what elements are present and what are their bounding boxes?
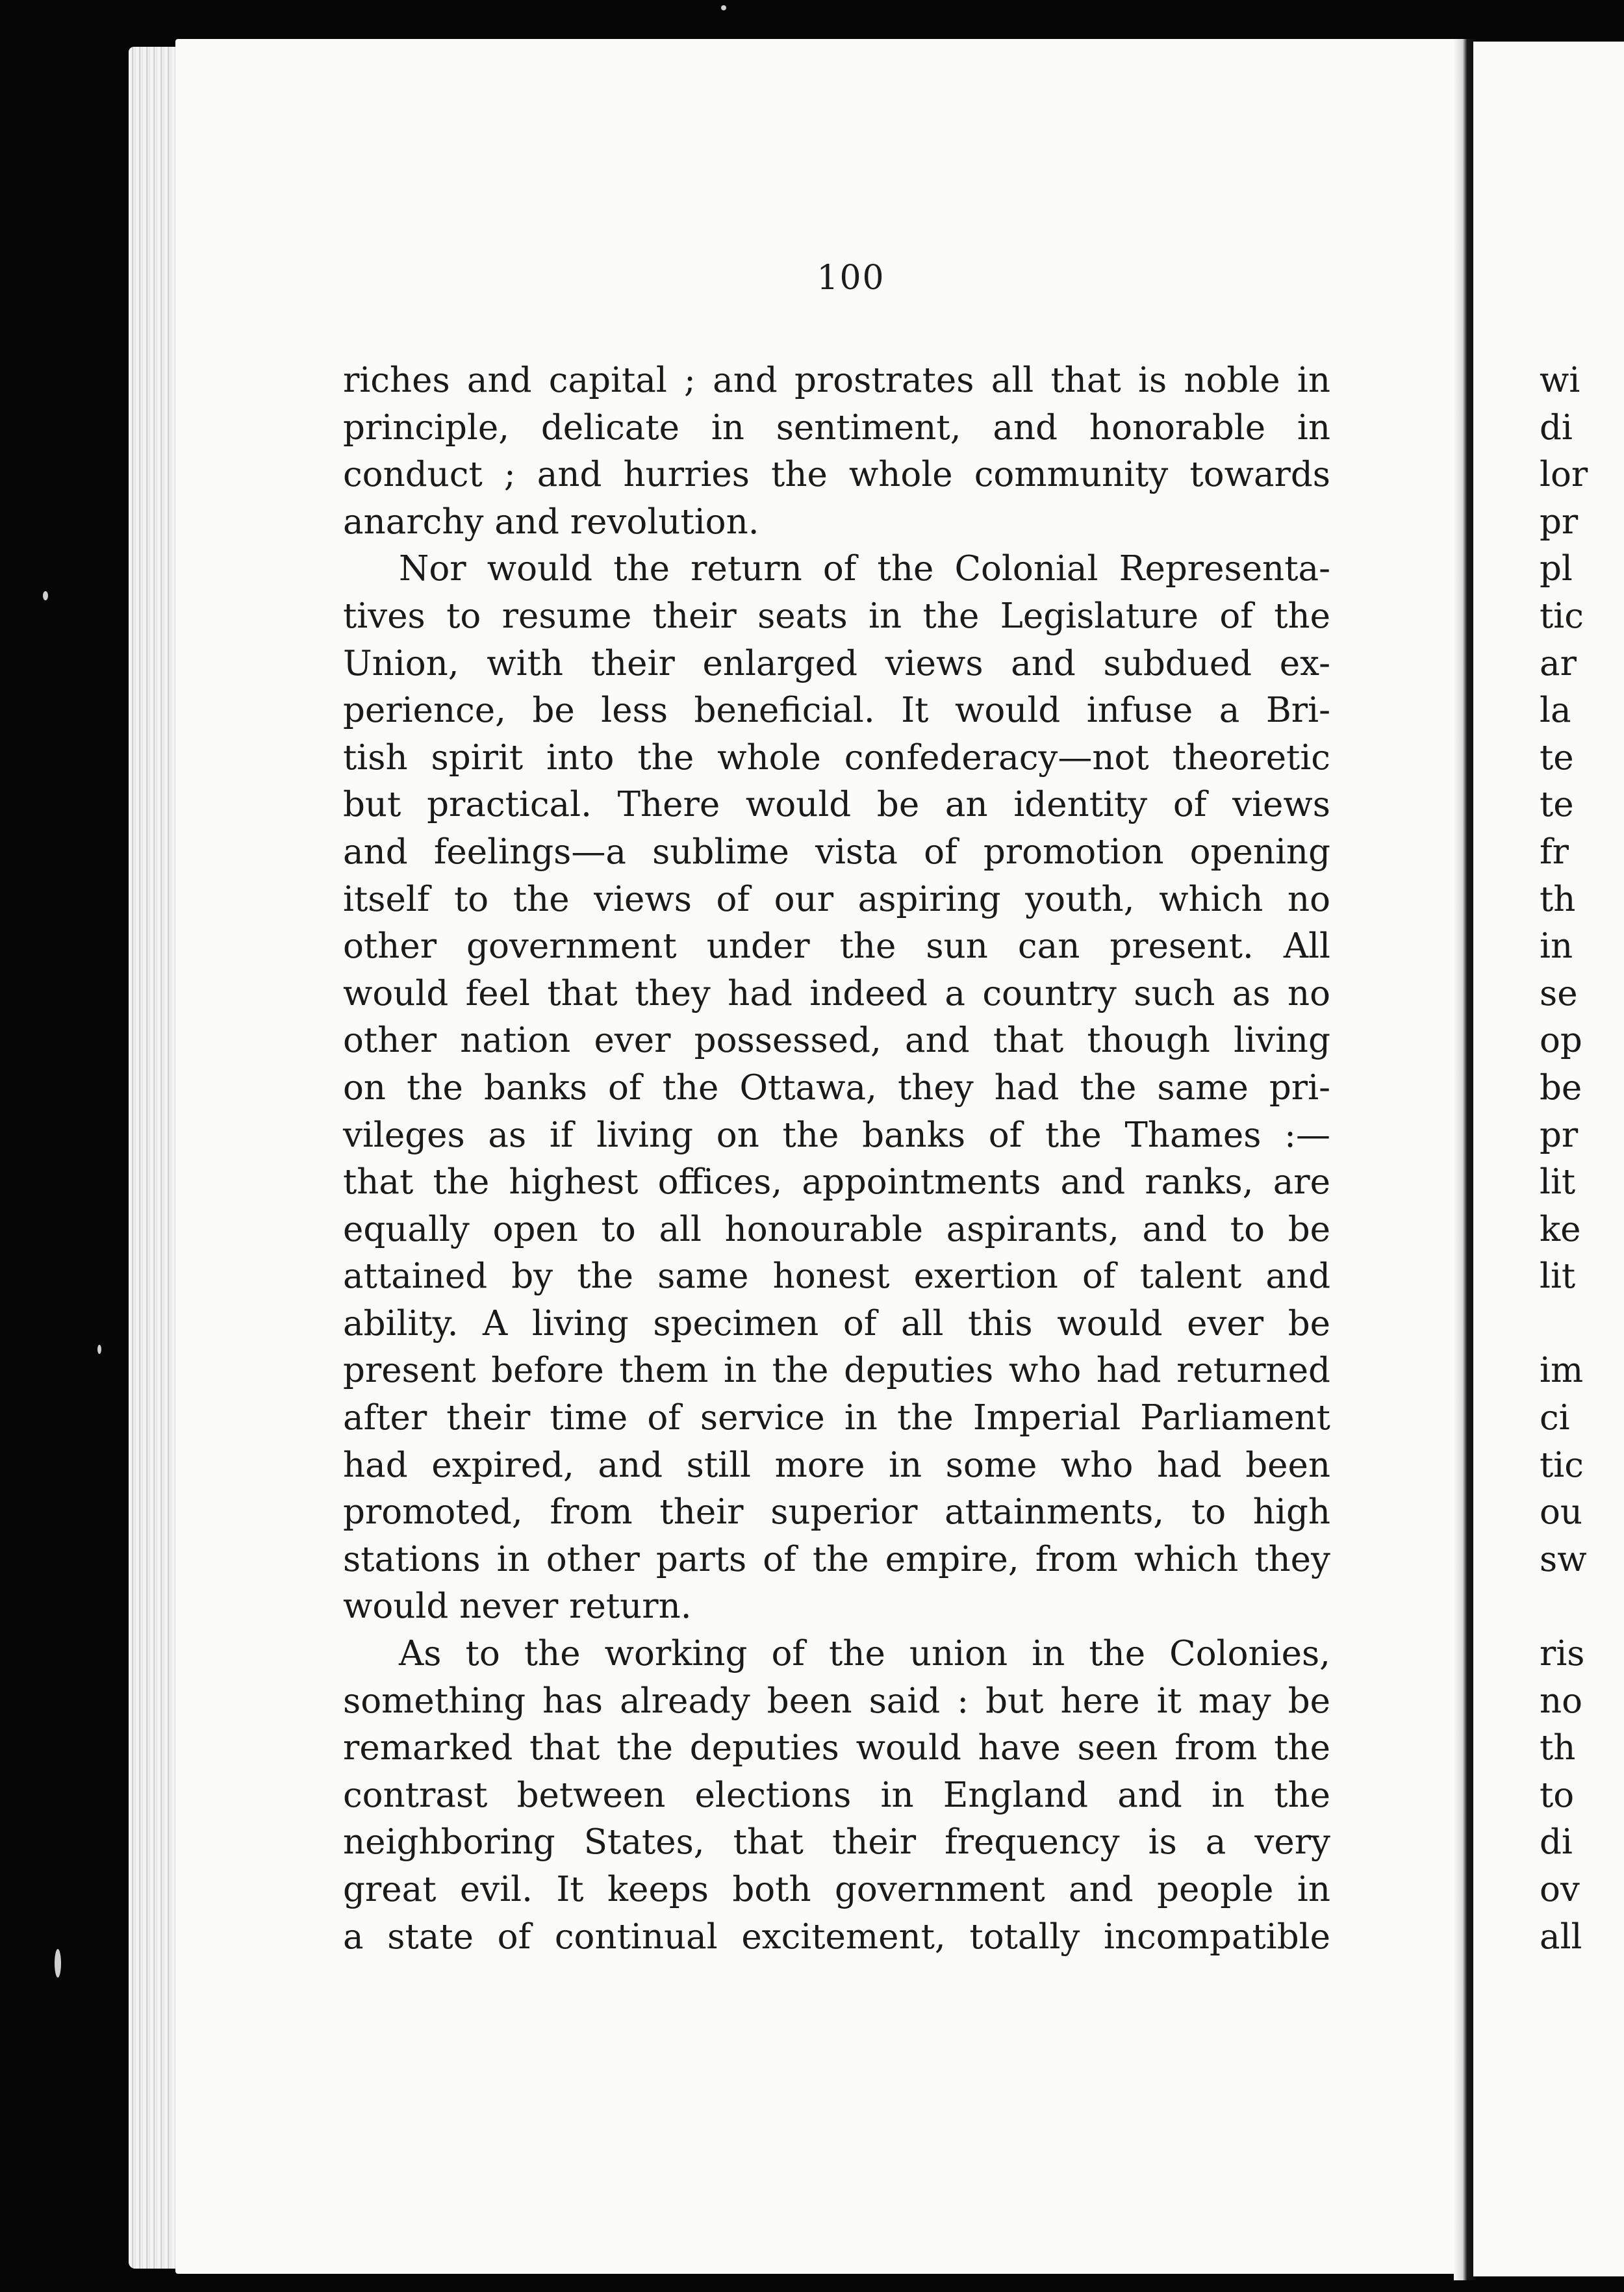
text-line: ability. A living specimen of all this would ever be [343,1303,1330,1343]
facing-text-fragment: di [1540,1822,1573,1863]
facing-text-fragment: lit [1540,1256,1576,1297]
facing-text-fragment: di [1540,407,1573,448]
text-line: other nation ever possessed, and that though living [343,1021,1330,1061]
text-line: conduct ; and hurries the whole community towards [343,455,1330,495]
facing-text-fragment [1540,1583,1624,1631]
facing-text-fragment: te [1540,737,1574,778]
dust-speck [721,5,726,10]
facing-text-fragment: op [1540,1021,1582,1061]
text-line: remarked that the deputies would have seen from the [343,1728,1330,1768]
text-line: Union, with their enlarged views and subdued ex- [343,643,1330,683]
text-line: stations in other parts of the empire, from which they [343,1539,1330,1579]
text-line: tives to resume their seats in the Legislature of the [343,596,1330,636]
facing-text-fragment: th [1540,879,1576,919]
body-text [343,357,1330,1961]
text-line: tish spirit into the whole confederacy—not theoretic [343,737,1330,778]
text-line: riches and capital ; and prostrates all that is noble in [343,361,1330,400]
facing-text-fragment: tic [1540,596,1584,636]
text-line: neighboring States, that their frequency is a very [343,1822,1330,1863]
text-line: contrast between elections in England and in the [343,1775,1330,1815]
facing-text-fragment: in [1540,926,1573,967]
page-number: 100 [817,259,885,298]
facing-text-fragment: lit [1540,1162,1576,1203]
facing-text-fragment: pl [1540,549,1573,589]
dust-speck [97,1345,101,1354]
text-line: had expired, and still more in some who had been [343,1445,1330,1485]
text-line: would never return. [343,1586,692,1627]
facing-text-fragment: no [1540,1681,1583,1721]
text-line: would feel that they had indeed a country such as no [343,973,1330,1013]
facing-text-fragment: pr [1540,502,1579,542]
text-line: As to the working of the union in the Colonies, [399,1634,1330,1674]
facing-text-fragment: pr [1540,1115,1579,1155]
dust-speck [43,591,48,600]
text-line: itself to the views of our aspiring youth, which no [343,879,1330,919]
facing-text-fragment: sw [1540,1539,1587,1579]
text-line: after their time of service in the Imperial Parliament [343,1398,1330,1438]
text-line: something has already been said : but here it may be [343,1681,1330,1721]
text-line: principle, delicate in sentiment, and honorable in [343,407,1330,448]
facing-text-fragment: wi [1540,361,1580,400]
facing-text-fragment: la [1540,691,1571,731]
text-line: and feelings—a sublime vista of promotion opening [343,832,1330,872]
text-line: promoted, from their superior attainments, to high [343,1492,1330,1533]
facing-text-fragment: te [1540,785,1574,825]
facing-text-fragment: to [1540,1775,1575,1815]
facing-text-fragment: all [1540,1916,1582,1957]
facing-text-fragment: ov [1540,1870,1580,1909]
dust-speck [55,1949,61,1978]
text-line: other government under the sun can present. All [343,926,1330,967]
facing-text-fragment: ar [1540,643,1577,683]
facing-text-fragment: ou [1540,1492,1583,1533]
facing-text-fragment: tic [1540,1445,1584,1485]
text-line: vileges as if living on the banks of the Thames :— [343,1115,1330,1155]
facing-text-fragment: ci [1540,1398,1570,1438]
text-line: anarchy and revolution. [343,502,759,542]
facing-text-fragment: ke [1540,1209,1581,1249]
text-line: present before them in the deputies who had returned [343,1351,1330,1391]
book-gutter [1454,39,1476,2280]
facing-text-fragment: fr [1540,832,1569,872]
facing-text-fragment: lor [1540,455,1588,495]
text-line: but practical. There would be an identity of views [343,785,1330,825]
text-line: that the highest offices, appointments and ranks, are [343,1162,1330,1203]
facing-text-fragment: im [1540,1351,1584,1391]
facing-text-fragment: be [1540,1067,1582,1108]
text-line: equally open to all honourable aspirants, and to be [343,1209,1330,1249]
facing-text-fragment: th [1540,1728,1576,1768]
facing-text-fragment [1540,1301,1624,1348]
facing-text-fragment: ris [1540,1634,1585,1674]
facing-page-text [1540,357,1624,1961]
text-line: Nor would the return of the Colonial Representa- [399,549,1330,589]
text-line: attained by the same honest exertion of talent and [343,1256,1330,1297]
text-line: great evil. It keeps both government and people in [343,1870,1330,1909]
text-line: on the banks of the Ottawa, they had the same pri- [343,1067,1330,1108]
text-line: perience, be less beneficial. It would infuse a Bri- [343,691,1330,731]
text-line: a state of continual excitement, totally incompatible [343,1916,1330,1957]
facing-text-fragment: se [1540,973,1578,1013]
